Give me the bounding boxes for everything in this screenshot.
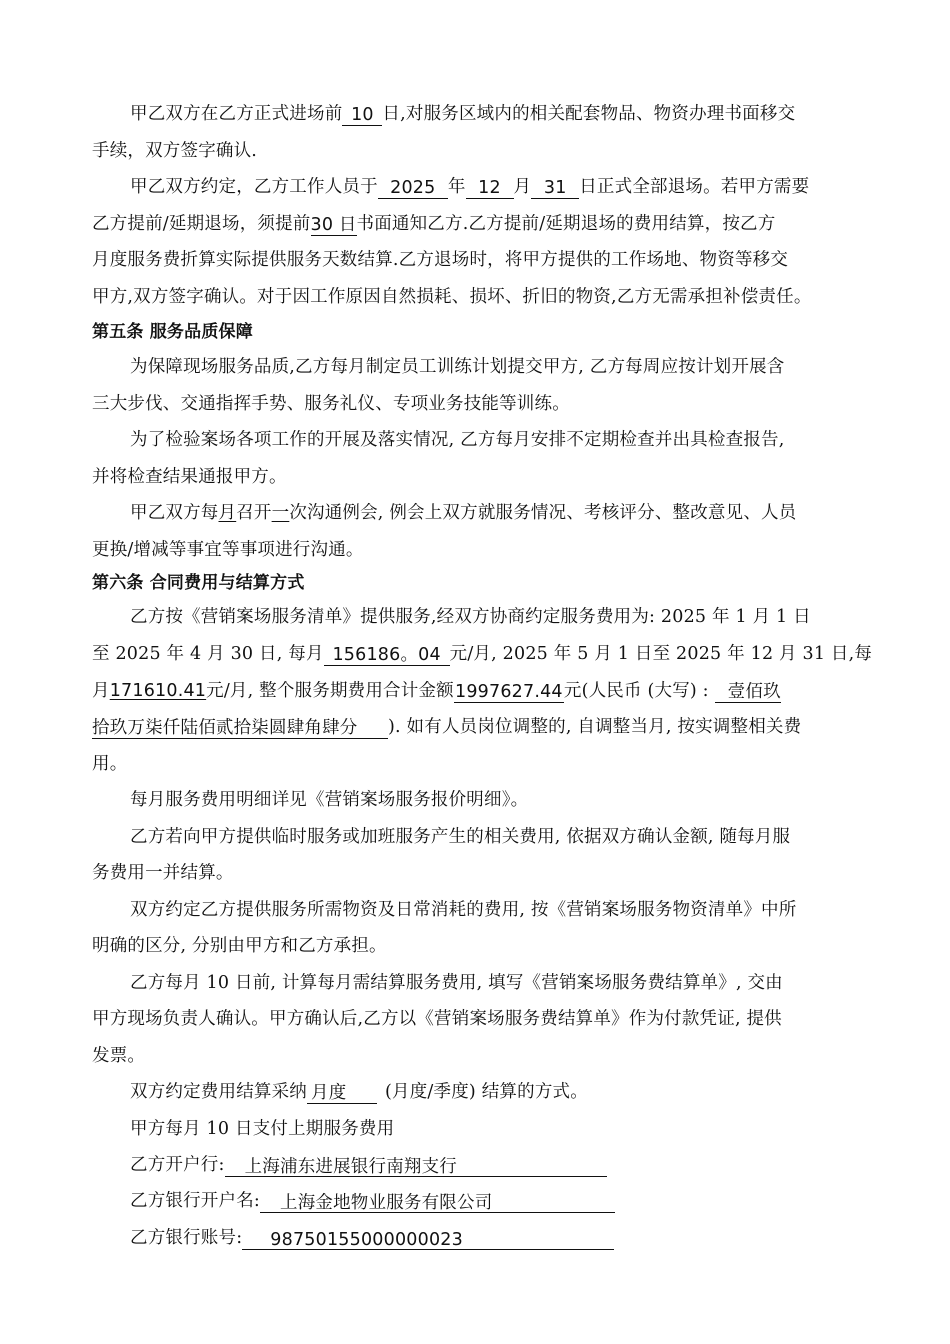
exit-day-field: 31 [531,178,579,199]
paragraph-line: 月度服务费折算实际提供服务天数结算.乙方退场时，将甲方提供的工作场地、物资等移交 [92,250,789,270]
paragraph-line: 甲乙双方约定，乙方工作人员于 2025 年 12 月 31 日正式全部退场。若甲方需要 [130,177,810,198]
paragraph-line: 为保障现场服务品质,乙方每月制定员工训练计划提交甲方, 乙方每周应按计划开展含 [130,357,785,377]
meeting-count-field: 一 [271,503,290,523]
paragraph-line: 并将检查结果通报甲方。 [92,467,287,487]
account-number-field: 98750155000000023 [242,1230,614,1250]
paragraph-line: 双方约定费用结算采纳 月度 (月度/季度) 结算的方式。 [130,1082,588,1103]
account-number-label: 乙方银行账号: [130,1228,243,1248]
paragraph-line: 为了检验案场各项工作的开展及落实情况, 乙方每月安排不定期检查并出具检查报告, [130,430,785,450]
paragraph-line: 至 2025 年 4 月 30 日, 每月 156186。04 元/月, 2025 年 5 月 1 日至 2025 年 12 月 31 日,每 [92,644,873,665]
monthly-fee-1-field: 156186。04 [324,645,450,666]
article-5-heading: 第五条 服务品质保障 [92,322,253,342]
total-fee-uppercase-field: 壹佰玖 [715,682,781,703]
paragraph-line: 甲乙双方每月召开一次沟通例会, 例会上双方就服务情况、考核评分、整改意见、人员 [130,503,797,523]
exit-year-field: 2025 [378,178,448,199]
article-6-heading: 第六条 合同费用与结算方式 [92,573,305,593]
paragraph-line: 乙方提前/延期退场，须提前30 日书面通知乙方.乙方提前/延期退场的费用结算，按乙方 [92,214,776,235]
paragraph-line: 每月服务费用明细详见《营销案场服务报价明细》。 [130,790,529,810]
paragraph-line: 用。 [92,754,128,774]
paragraph-line: 双方约定乙方提供服务所需物资及日常消耗的费用, 按《营销案场服务物资清单》中所 [130,900,797,920]
total-fee-field: 1997627.44 [454,682,563,702]
account-number-row [130,1226,872,1250]
paragraph-line: 手续，双方签字确认. [92,141,258,161]
paragraph-line: 明确的区分, 分别由甲方和乙方承担。 [92,936,387,956]
monthly-fee-2-field: 171610.41 [109,681,207,701]
paragraph-line: 甲方,双方签字确认。对于因工作原因自然损耗、损坏、折旧的物资,乙方无需承担补偿责任。 [92,287,812,307]
account-name-label: 乙方银行开户名: [130,1191,260,1211]
paragraph-line: 甲方每月 10 日支付上期服务费用 [130,1119,395,1139]
meeting-period-field: 月 [218,503,237,523]
bank-label: 乙方开户行: [130,1155,225,1175]
notice-days-field: 30 日 [310,215,357,235]
account-name-row [130,1189,872,1213]
settlement-method-field: 月度 [307,1083,377,1104]
paragraph-line: 务费用一并结算。 [92,863,234,883]
exit-month-field: 12 [466,178,514,199]
bank-row [130,1153,872,1177]
paragraph-line: 甲方现场负责人确认。甲方确认后,乙方以《营销案场服务费结算单》作为付款凭证, 提供 [92,1009,782,1029]
handover-days-field: 10 [342,105,382,126]
paragraph-line: 乙方按《营销案场服务清单》提供服务,经双方协商约定服务费用为: 2025 年 1 月 1 日 [130,607,811,627]
paragraph-line: 三大步伐、交通指挥手势、服务礼仪、专项业务技能等训练。 [92,394,570,414]
total-fee-uppercase-field-cont: 拾玖万柒仟陆佰贰拾柒圆肆角肆分 [92,718,388,739]
paragraph-line: 乙方每月 10 日前, 计算每月需结算服务费用, 填写《营销案场服务费结算单》, 交由 [130,973,783,993]
paragraph-line: 甲乙双方在乙方正式进场前 10 日,对服务区域内的相关配套物品、物资办理书面移交 [130,104,796,125]
bank-name-field: 上海浦东进展银行南翔支行 [225,1157,607,1177]
paragraph-line: 拾玖万柒仟陆佰贰拾柒圆肆角肆分 ). 如有人员岗位调整的, 自调整当月, 按实调整相关费 [92,717,802,738]
paragraph-line: 乙方若向甲方提供临时服务或加班服务产生的相关费用, 依据双方确认金额, 随每月服 [130,827,791,847]
paragraph-line: 发票。 [92,1046,146,1066]
account-name-field: 上海金地物业服务有限公司 [260,1193,615,1213]
paragraph-line: 月171610.41元/月, 整个服务期费用合计金额1997627.44元(人民币 (大写) : 壹佰玖 [92,681,781,702]
paragraph-line: 更换/增减等事宜等事项进行沟通。 [92,540,364,560]
